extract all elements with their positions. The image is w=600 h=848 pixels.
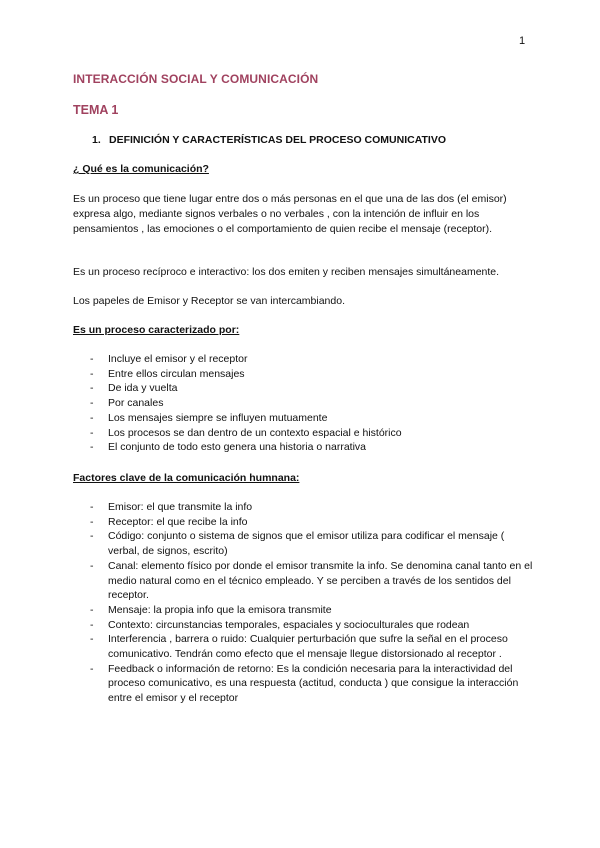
tema-heading: TEMA 1 (73, 103, 119, 117)
dash-bullet: - (90, 382, 94, 395)
list-item: - Emisor: el que transmite la info (90, 501, 253, 513)
factors-heading: Factores clave de la comunicación humnana: (73, 472, 300, 484)
dash-bullet: - (90, 441, 94, 454)
characteristics-heading: Es un proceso caracterizado por: (73, 324, 240, 336)
dash-bullet: - (90, 353, 94, 365)
factors-list (73, 500, 533, 706)
dash-bullet: - (90, 530, 94, 543)
dash-bullet: - (90, 501, 94, 513)
dash-bullet: - (90, 559, 94, 572)
list-item: - Mensaje: la propia info que la emisora transmite (90, 603, 332, 616)
list-item: - Canal: elemento físico por donde el emisor transmite la info. Se denomina canal tanto en el medio natural como en el técnico empleado. Y se perciben a través de los sentidos del receptor. (90, 559, 533, 602)
section-number: 1. (92, 134, 101, 146)
list-item: - Código: conjunto o sistema de signos que el emisor utiliza para codificar el mensaje ( verbal, de signos, escrito) (90, 530, 505, 558)
dash-bullet: - (90, 633, 94, 646)
paragraph-definition: Es un proceso que tiene lugar entre dos o más personas en el que una de las dos (el emisor) expresa algo, mediante signos verbales o no verbales , con la intención de influir en los pensamientos , las emociones o el comportamiento de quien recibe el mensaje (receptor). (73, 193, 507, 235)
dash-bullet: - (90, 397, 94, 410)
list-item: - Interferencia , barrera o ruido: Cualquier perturbación que sufre la señal en el proceso comunicativo. Tendrán como efecto que el mensaje llegue distorsionado al receptor . (90, 633, 508, 661)
list-item: - El conjunto de todo esto genera una historia o narrativa (90, 441, 367, 454)
list-item: - De ida y vuelta (90, 382, 178, 395)
list-item: - Feedback o información de retorno: Es la condición necesaria para la interactividad del proceso comunicativo, es una respuesta (actitud, conducta ) que consigue la interacción entre el emisor y el receptor (90, 662, 519, 705)
section-title: DEFINICIÓN Y CARACTERÍSTICAS DEL PROCESO COMUNICATIVO (109, 134, 446, 146)
dash-bullet: - (90, 603, 94, 616)
dash-bullet: - (90, 662, 94, 675)
dash-bullet: - (90, 367, 94, 380)
document-title: INTERACCIÓN SOCIAL Y COMUNICACIÓN (73, 72, 319, 86)
dash-bullet: - (90, 515, 94, 528)
list-item: - Los procesos se dan dentro de un contexto espacial e histórico (90, 426, 402, 439)
characteristics-list (73, 352, 533, 455)
list-item: - Entre ellos circulan mensajes (90, 367, 245, 380)
page-number: 1 (519, 35, 526, 47)
list-item: - Los mensajes siempre se influyen mutuamente (90, 411, 328, 424)
list-item: - Por canales (90, 397, 164, 410)
dash-bullet: - (90, 411, 94, 424)
list-item: - Receptor: el que recibe la info (90, 515, 248, 528)
list-item: - Incluye el emisor y el receptor (90, 353, 248, 365)
paragraph-reciprocal: Es un proceso recíproco e interactivo: los dos emiten y reciben mensajes simultáneamente. (73, 266, 500, 278)
dash-bullet: - (90, 426, 94, 439)
paragraph-roles: Los papeles de Emisor y Receptor se van intercambiando. (73, 295, 345, 307)
question-heading: ¿ Qué es la comunicación? (73, 163, 209, 175)
section-heading (92, 134, 446, 146)
dash-bullet: - (90, 618, 94, 631)
list-item: - Contexto: circunstancias temporales, espaciales y socioculturales que rodean (90, 618, 470, 631)
